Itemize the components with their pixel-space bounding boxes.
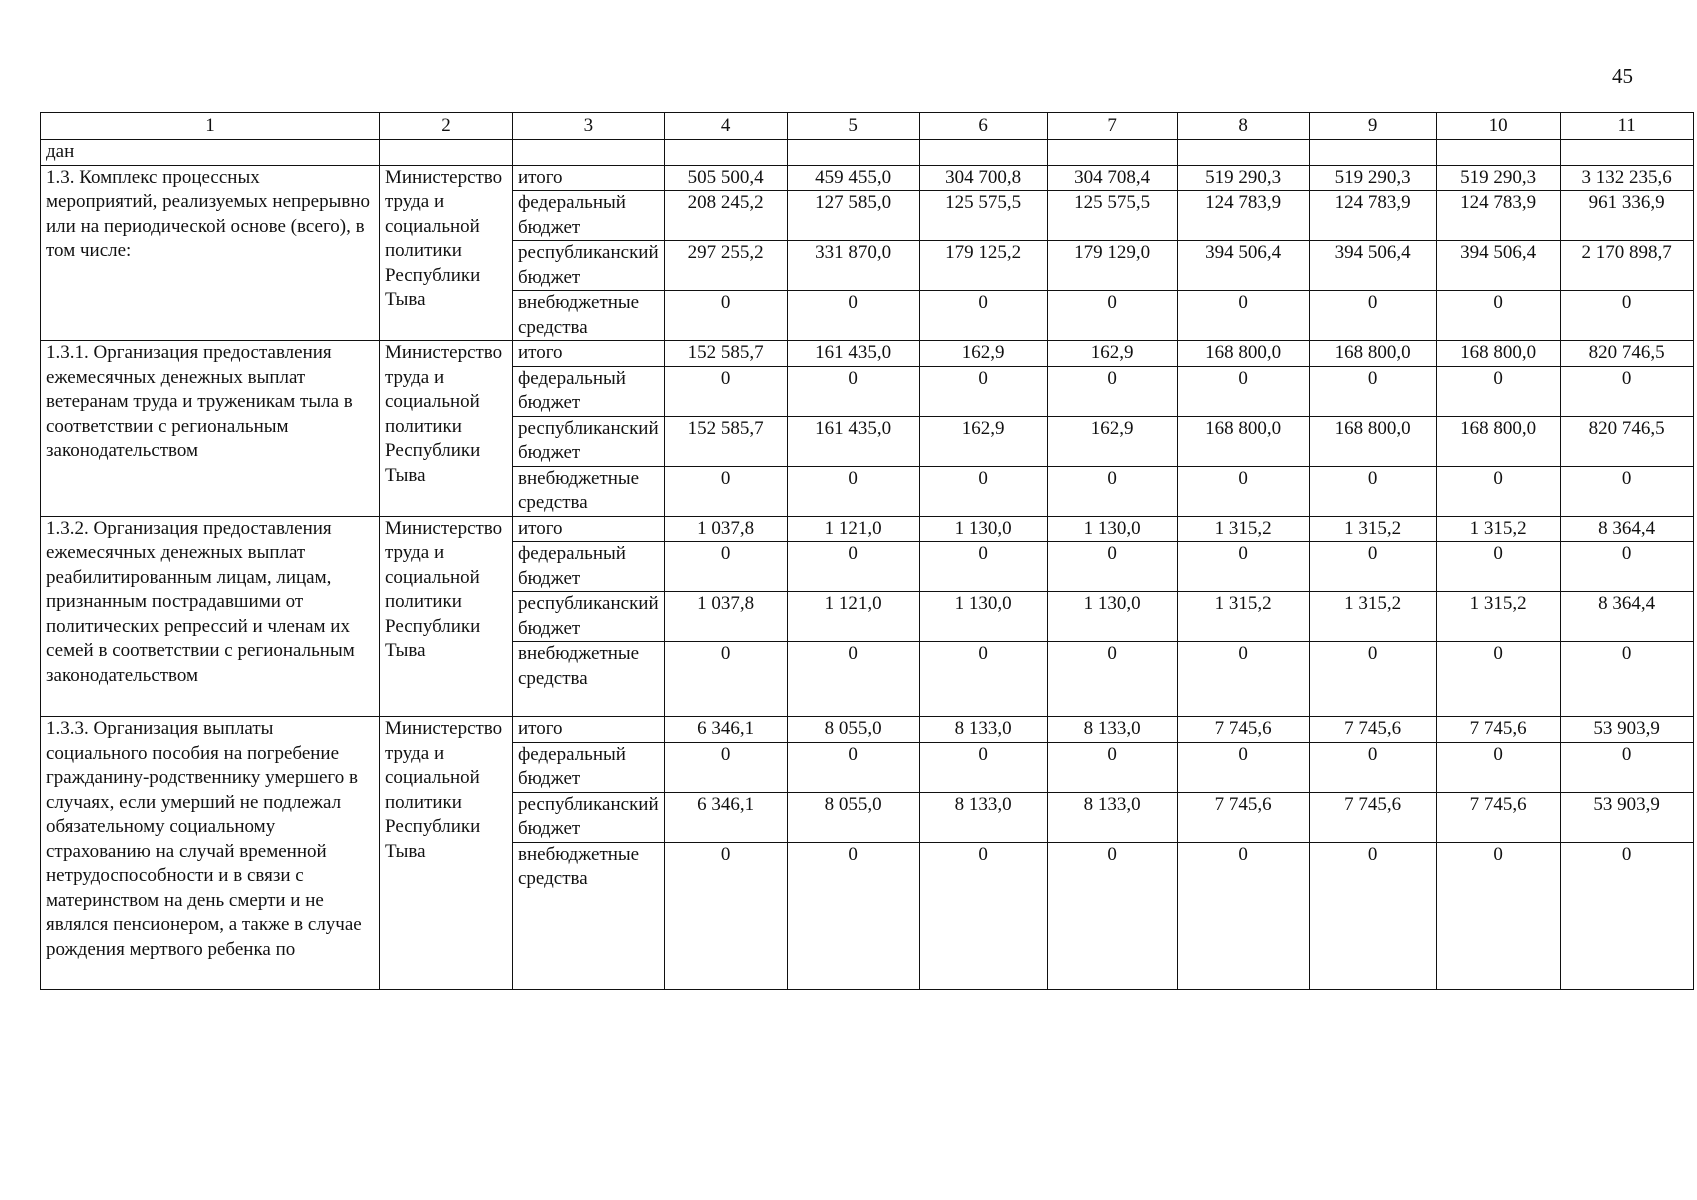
amount-cell: 0 xyxy=(1309,366,1436,416)
amount-cell: 7 745,6 xyxy=(1436,717,1560,743)
amount-cell: 168 800,0 xyxy=(1436,341,1560,367)
amount-cell: 820 746,5 xyxy=(1560,341,1693,367)
budget-table xyxy=(40,112,1694,990)
empty-cell xyxy=(380,140,513,166)
amount-cell: 459 455,0 xyxy=(787,165,919,191)
funding-source: итого xyxy=(513,516,665,542)
amount-cell: 125 575,5 xyxy=(1047,191,1177,241)
amount-cell: 124 783,9 xyxy=(1436,191,1560,241)
amount-cell: 6 346,1 xyxy=(664,717,787,743)
empty-cell xyxy=(1309,140,1436,166)
amount-cell: 0 xyxy=(1047,466,1177,516)
amount-cell: 0 xyxy=(919,742,1047,792)
continuation-text: дан xyxy=(41,140,380,166)
empty-cell xyxy=(1560,140,1693,166)
table-row xyxy=(41,717,1694,743)
funding-source: федеральный бюджет xyxy=(513,191,665,241)
amount-cell: 162,9 xyxy=(919,416,1047,466)
amount-cell: 0 xyxy=(1309,291,1436,341)
amount-cell: 0 xyxy=(1436,642,1560,717)
amount-cell: 0 xyxy=(1047,542,1177,592)
amount-cell: 152 585,7 xyxy=(664,341,787,367)
amount-cell: 8 133,0 xyxy=(919,717,1047,743)
amount-cell: 0 xyxy=(664,742,787,792)
amount-cell: 0 xyxy=(787,842,919,989)
amount-cell: 0 xyxy=(787,366,919,416)
empty-cell xyxy=(513,140,665,166)
amount-cell: 0 xyxy=(1177,466,1309,516)
amount-cell: 961 336,9 xyxy=(1560,191,1693,241)
responsible-executor: Министерство труда и социальной политики Республики Тыва xyxy=(380,341,513,517)
column-number: 9 xyxy=(1309,113,1436,140)
amount-cell: 179 125,2 xyxy=(919,241,1047,291)
funding-source: внебюджетные средства xyxy=(513,842,665,989)
amount-cell: 519 290,3 xyxy=(1436,165,1560,191)
column-number: 4 xyxy=(664,113,787,140)
amount-cell: 168 800,0 xyxy=(1309,341,1436,367)
amount-cell: 162,9 xyxy=(919,341,1047,367)
funding-source: республиканский бюджет xyxy=(513,241,665,291)
amount-cell: 7 745,6 xyxy=(1309,792,1436,842)
amount-cell: 1 315,2 xyxy=(1436,592,1560,642)
amount-cell: 1 130,0 xyxy=(919,592,1047,642)
amount-cell: 0 xyxy=(1177,842,1309,989)
amount-cell: 304 708,4 xyxy=(1047,165,1177,191)
column-number: 2 xyxy=(380,113,513,140)
amount-cell: 161 435,0 xyxy=(787,416,919,466)
funding-source: федеральный бюджет xyxy=(513,742,665,792)
amount-cell: 0 xyxy=(1560,466,1693,516)
amount-cell: 0 xyxy=(1047,291,1177,341)
amount-cell: 8 133,0 xyxy=(1047,717,1177,743)
funding-source: внебюджетные средства xyxy=(513,291,665,341)
funding-source: республиканский бюджет xyxy=(513,592,665,642)
amount-cell: 8 133,0 xyxy=(919,792,1047,842)
amount-cell: 124 783,9 xyxy=(1177,191,1309,241)
funding-source: внебюджетные средства xyxy=(513,466,665,516)
amount-cell: 0 xyxy=(919,642,1047,717)
amount-cell: 162,9 xyxy=(1047,341,1177,367)
amount-cell: 152 585,7 xyxy=(664,416,787,466)
responsible-executor: Министерство труда и социальной политики Республики Тыва xyxy=(380,516,513,717)
amount-cell: 0 xyxy=(1560,542,1693,592)
amount-cell: 0 xyxy=(1436,466,1560,516)
amount-cell: 519 290,3 xyxy=(1177,165,1309,191)
amount-cell: 0 xyxy=(1560,366,1693,416)
funding-source: республиканский бюджет xyxy=(513,792,665,842)
amount-cell: 1 130,0 xyxy=(1047,516,1177,542)
amount-cell: 168 800,0 xyxy=(1177,341,1309,367)
amount-cell: 0 xyxy=(919,366,1047,416)
amount-cell: 0 xyxy=(1560,842,1693,989)
amount-cell: 0 xyxy=(664,542,787,592)
amount-cell: 0 xyxy=(1177,542,1309,592)
amount-cell: 1 121,0 xyxy=(787,516,919,542)
amount-cell: 0 xyxy=(1309,742,1436,792)
empty-cell xyxy=(1436,140,1560,166)
column-number: 3 xyxy=(513,113,665,140)
amount-cell: 1 130,0 xyxy=(1047,592,1177,642)
amount-cell: 8 133,0 xyxy=(1047,792,1177,842)
amount-cell: 8 055,0 xyxy=(787,792,919,842)
continuation-row xyxy=(41,140,1694,166)
amount-cell: 0 xyxy=(1436,842,1560,989)
amount-cell: 0 xyxy=(664,842,787,989)
page-number: 45 xyxy=(1612,64,1633,88)
amount-cell: 0 xyxy=(1436,366,1560,416)
amount-cell: 7 745,6 xyxy=(1309,717,1436,743)
amount-cell: 331 870,0 xyxy=(787,241,919,291)
amount-cell: 168 800,0 xyxy=(1436,416,1560,466)
amount-cell: 161 435,0 xyxy=(787,341,919,367)
activity-description: 1.3. Комплекс процессных мероприятий, реализуемых непрерывно или на периодической основе (всего), в том числе: xyxy=(41,165,380,341)
column-number: 7 xyxy=(1047,113,1177,140)
column-number: 10 xyxy=(1436,113,1560,140)
table-row xyxy=(41,341,1694,367)
column-number: 1 xyxy=(41,113,380,140)
amount-cell: 0 xyxy=(664,642,787,717)
amount-cell: 8 364,4 xyxy=(1560,516,1693,542)
amount-cell: 394 506,4 xyxy=(1309,241,1436,291)
amount-cell: 6 346,1 xyxy=(664,792,787,842)
responsible-executor: Министерство труда и социальной политики Республики Тыва xyxy=(380,165,513,341)
amount-cell: 0 xyxy=(787,291,919,341)
amount-cell: 0 xyxy=(1177,742,1309,792)
amount-cell: 0 xyxy=(1309,466,1436,516)
amount-cell: 168 800,0 xyxy=(1309,416,1436,466)
funding-source: федеральный бюджет xyxy=(513,542,665,592)
amount-cell: 3 132 235,6 xyxy=(1560,165,1693,191)
activity-description: 1.3.1. Организация предоставления ежемесячных денежных выплат ветеранам труда и труженикам тыла в соответствии с региональным законодательством xyxy=(41,341,380,517)
amount-cell: 7 745,6 xyxy=(1436,792,1560,842)
amount-cell: 1 130,0 xyxy=(919,516,1047,542)
amount-cell: 0 xyxy=(664,291,787,341)
amount-cell: 208 245,2 xyxy=(664,191,787,241)
amount-cell: 7 745,6 xyxy=(1177,792,1309,842)
empty-cell xyxy=(1047,140,1177,166)
amount-cell: 0 xyxy=(1436,291,1560,341)
table-row xyxy=(41,516,1694,542)
amount-cell: 124 783,9 xyxy=(1309,191,1436,241)
amount-cell: 394 506,4 xyxy=(1177,241,1309,291)
table-row xyxy=(41,165,1694,191)
responsible-executor: Министерство труда и социальной политики Республики Тыва xyxy=(380,717,513,990)
amount-cell: 0 xyxy=(1309,842,1436,989)
amount-cell: 0 xyxy=(787,466,919,516)
amount-cell: 297 255,2 xyxy=(664,241,787,291)
amount-cell: 53 903,9 xyxy=(1560,792,1693,842)
amount-cell: 0 xyxy=(1436,742,1560,792)
amount-cell: 1 315,2 xyxy=(1309,592,1436,642)
amount-cell: 505 500,4 xyxy=(664,165,787,191)
amount-cell: 0 xyxy=(919,291,1047,341)
amount-cell: 0 xyxy=(1309,542,1436,592)
amount-cell: 0 xyxy=(787,742,919,792)
column-number: 11 xyxy=(1560,113,1693,140)
amount-cell: 0 xyxy=(1436,542,1560,592)
empty-cell xyxy=(919,140,1047,166)
column-number: 6 xyxy=(919,113,1047,140)
funding-source: федеральный бюджет xyxy=(513,366,665,416)
amount-cell: 7 745,6 xyxy=(1177,717,1309,743)
amount-cell: 125 575,5 xyxy=(919,191,1047,241)
amount-cell: 820 746,5 xyxy=(1560,416,1693,466)
empty-cell xyxy=(787,140,919,166)
amount-cell: 0 xyxy=(787,642,919,717)
amount-cell: 53 903,9 xyxy=(1560,717,1693,743)
amount-cell: 0 xyxy=(919,842,1047,989)
amount-cell: 8 055,0 xyxy=(787,717,919,743)
amount-cell: 1 121,0 xyxy=(787,592,919,642)
amount-cell: 1 315,2 xyxy=(1436,516,1560,542)
empty-cell xyxy=(664,140,787,166)
amount-cell: 0 xyxy=(1309,642,1436,717)
amount-cell: 1 315,2 xyxy=(1309,516,1436,542)
amount-cell: 0 xyxy=(787,542,919,592)
amount-cell: 519 290,3 xyxy=(1309,165,1436,191)
amount-cell: 394 506,4 xyxy=(1436,241,1560,291)
amount-cell: 1 315,2 xyxy=(1177,516,1309,542)
amount-cell: 179 129,0 xyxy=(1047,241,1177,291)
amount-cell: 0 xyxy=(1177,291,1309,341)
amount-cell: 0 xyxy=(1560,642,1693,717)
amount-cell: 0 xyxy=(664,466,787,516)
amount-cell: 0 xyxy=(1047,742,1177,792)
amount-cell: 1 037,8 xyxy=(664,516,787,542)
funding-source: итого xyxy=(513,341,665,367)
amount-cell: 0 xyxy=(664,366,787,416)
amount-cell: 127 585,0 xyxy=(787,191,919,241)
amount-cell: 162,9 xyxy=(1047,416,1177,466)
amount-cell: 0 xyxy=(1177,366,1309,416)
empty-cell xyxy=(1177,140,1309,166)
amount-cell: 1 315,2 xyxy=(1177,592,1309,642)
amount-cell: 0 xyxy=(1177,642,1309,717)
amount-cell: 0 xyxy=(1047,842,1177,989)
amount-cell: 0 xyxy=(1560,742,1693,792)
funding-source: итого xyxy=(513,717,665,743)
header-row xyxy=(41,113,1694,140)
amount-cell: 168 800,0 xyxy=(1177,416,1309,466)
amount-cell: 2 170 898,7 xyxy=(1560,241,1693,291)
activity-description: 1.3.3. Организация выплаты социального пособия на погребение гражданину-родственнику умершего в случаях, если умерший не подлежал обязательному социальному страхованию на случай временной нетрудоспособности и в связи с материнством на день смерти и не являлся пенсионером, а также в случае рождения мертвого ребенка по xyxy=(41,717,380,990)
amount-cell: 0 xyxy=(1560,291,1693,341)
funding-source: республиканский бюджет xyxy=(513,416,665,466)
activity-description: 1.3.2. Организация предоставления ежемесячных денежных выплат реабилитированным лицам, лицам, признанным пострадавшими от политических репрессий и членам их семей в соответствии с региональным законодательством xyxy=(41,516,380,717)
funding-source: внебюджетные средства xyxy=(513,642,665,717)
column-number: 5 xyxy=(787,113,919,140)
amount-cell: 1 037,8 xyxy=(664,592,787,642)
amount-cell: 0 xyxy=(919,542,1047,592)
column-number: 8 xyxy=(1177,113,1309,140)
amount-cell: 0 xyxy=(1047,642,1177,717)
amount-cell: 304 700,8 xyxy=(919,165,1047,191)
amount-cell: 8 364,4 xyxy=(1560,592,1693,642)
amount-cell: 0 xyxy=(1047,366,1177,416)
funding-source: итого xyxy=(513,165,665,191)
amount-cell: 0 xyxy=(919,466,1047,516)
